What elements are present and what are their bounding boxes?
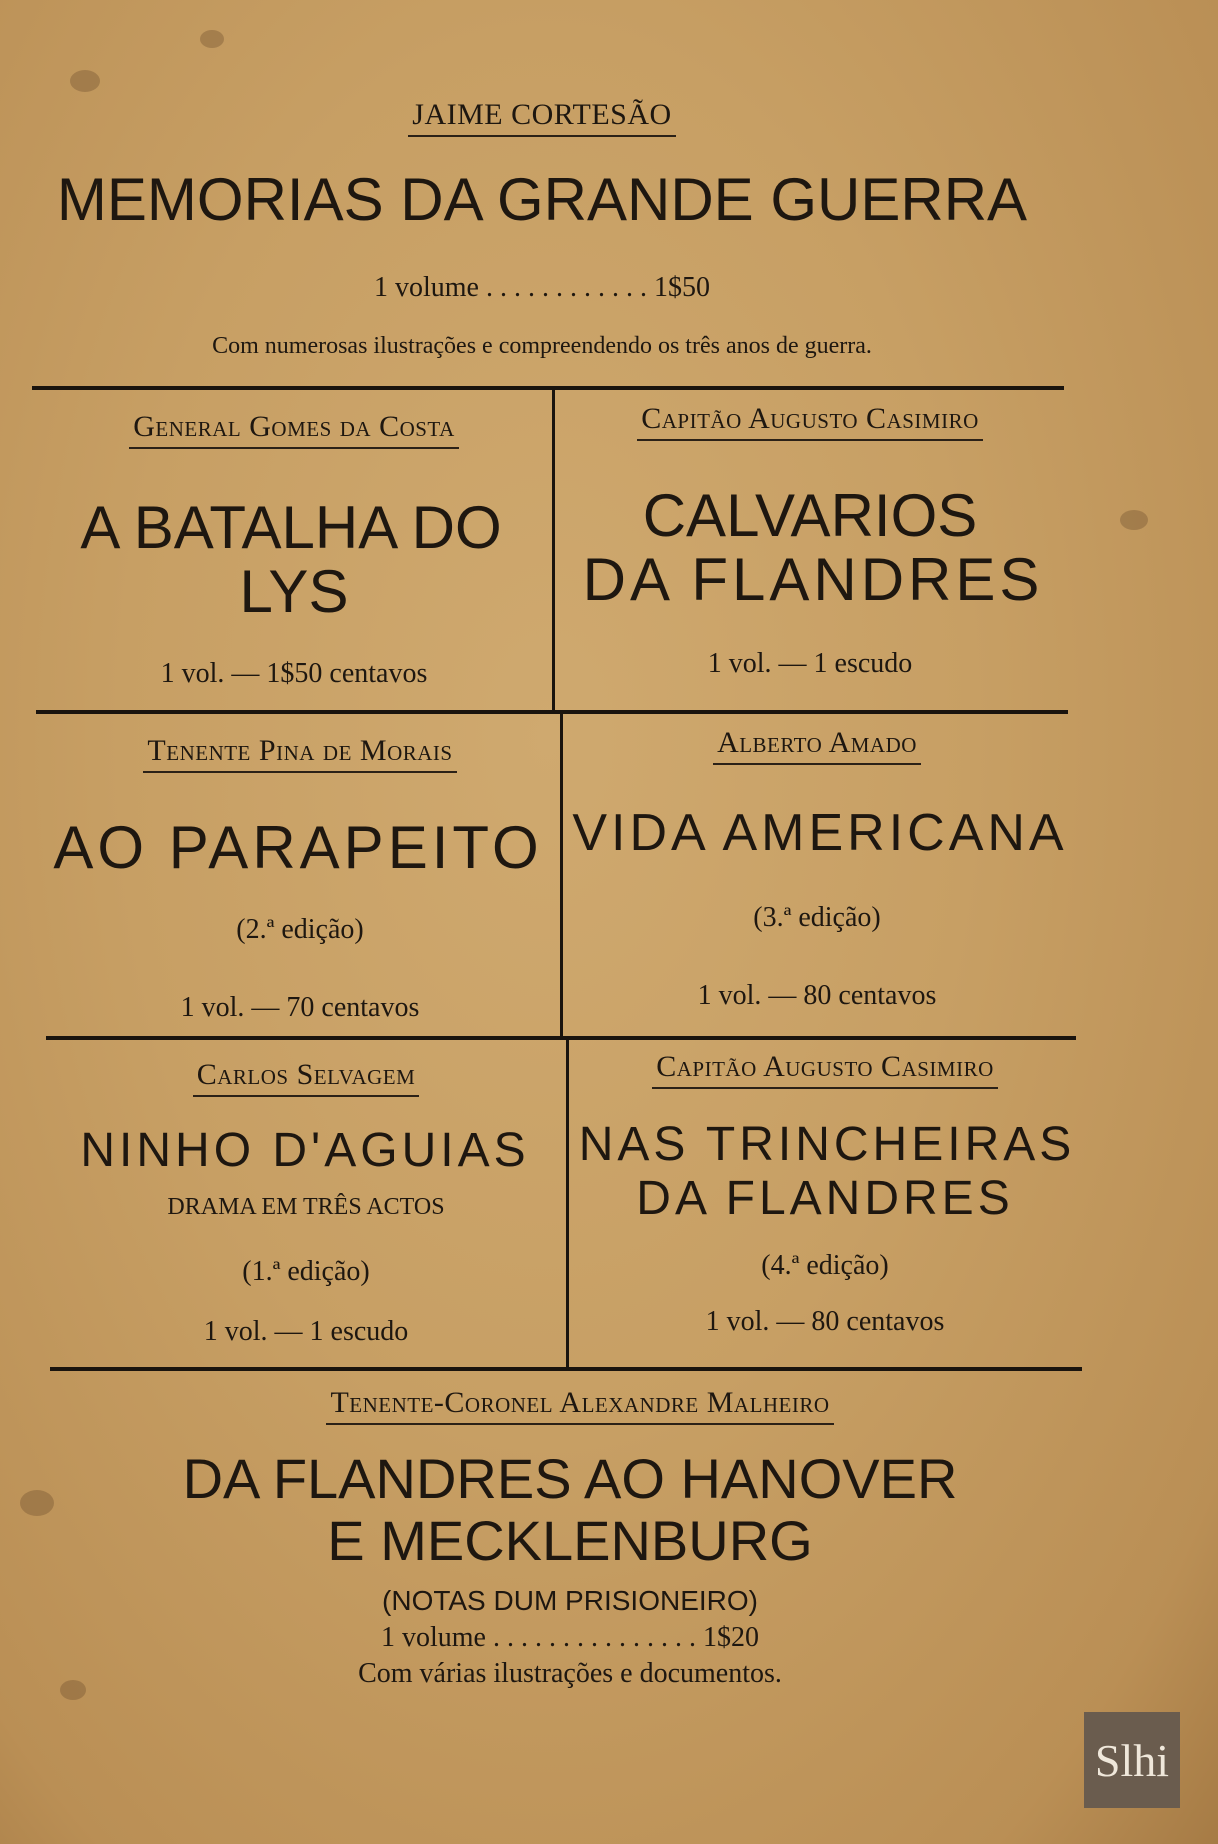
library-logo: Slhi: [1084, 1712, 1180, 1808]
book-price: 1 vol. — 1$50 centavos: [160, 658, 428, 689]
column-divider: [566, 1040, 569, 1367]
book-title: NAS TRINCHEIRAS: [578, 1118, 1076, 1171]
book-title: DA FLANDRES: [582, 546, 1044, 613]
rule-row-2: [46, 1036, 1076, 1040]
rule-row-3: [50, 1367, 1082, 1371]
book-author: General Gomes da Costa: [36, 410, 552, 449]
book-subtitle: DRAMA EM TRÊS ACTOS: [167, 1194, 445, 1220]
stain: [200, 30, 224, 48]
rule-top: [32, 386, 1064, 390]
book-price: 1 vol. — 80 centavos: [705, 1306, 945, 1337]
book-price: 1 vol. — 80 centavos: [697, 980, 937, 1011]
book-author: Alberto Amado: [564, 726, 1070, 765]
book-price: 1 vol. — 1 escudo: [203, 1316, 409, 1347]
column-divider: [560, 714, 563, 1036]
book-title: CALVARIOS: [642, 482, 978, 549]
footer-note: Com várias ilustrações e documentos.: [358, 1658, 782, 1689]
book-title: AO PARAPEITO: [53, 814, 543, 881]
book-author: Tenente Pina de Morais: [40, 734, 560, 773]
book-price: 1 vol. — 1 escudo: [707, 648, 913, 679]
book-author: Capitão Augusto Casimiro: [556, 402, 1064, 441]
footer-author: Tenente-Coronel Alexandre Malheiro: [0, 1386, 1160, 1425]
book-author: Capitão Augusto Casimiro: [570, 1050, 1080, 1089]
book-title: NINHO D'AGUIAS: [80, 1124, 530, 1177]
book-edition: (4.ª edição): [761, 1250, 889, 1281]
header-author: JAIME CORTESÃO: [0, 98, 1084, 137]
book-edition: (3.ª edição): [753, 902, 881, 933]
rule-row-1: [36, 710, 1068, 714]
footer-subtitle: (NOTAS DUM PRISIONEIRO): [382, 1585, 758, 1616]
header-title: MEMORIAS DA GRANDE GUERRA: [56, 166, 1028, 233]
book-title: LYS: [239, 558, 349, 625]
stain: [70, 70, 100, 92]
book-title: VIDA AMERICANA: [572, 804, 1068, 862]
book-price: 1 vol. — 70 centavos: [180, 992, 420, 1023]
footer-price: 1 volume . . . . . . . . . . . . . . . 1$20: [381, 1622, 759, 1653]
header-note: Com numerosas ilustrações e compreendendo os três anos de guerra.: [212, 333, 872, 359]
stain: [1120, 510, 1148, 530]
footer-title: E MECKLENBURG: [327, 1509, 813, 1572]
header-price: 1 volume . . . . . . . . . . . . 1$50: [374, 272, 710, 303]
column-divider: [552, 390, 555, 710]
book-edition: (1.ª edição): [242, 1256, 370, 1287]
footer-title: DA FLANDRES AO HANOVER: [182, 1447, 958, 1510]
book-title: DA FLANDRES: [636, 1172, 1014, 1225]
book-title: A BATALHA DO: [80, 494, 502, 561]
book-author: Carlos Selvagem: [46, 1058, 566, 1097]
book-edition: (2.ª edição): [236, 914, 364, 945]
